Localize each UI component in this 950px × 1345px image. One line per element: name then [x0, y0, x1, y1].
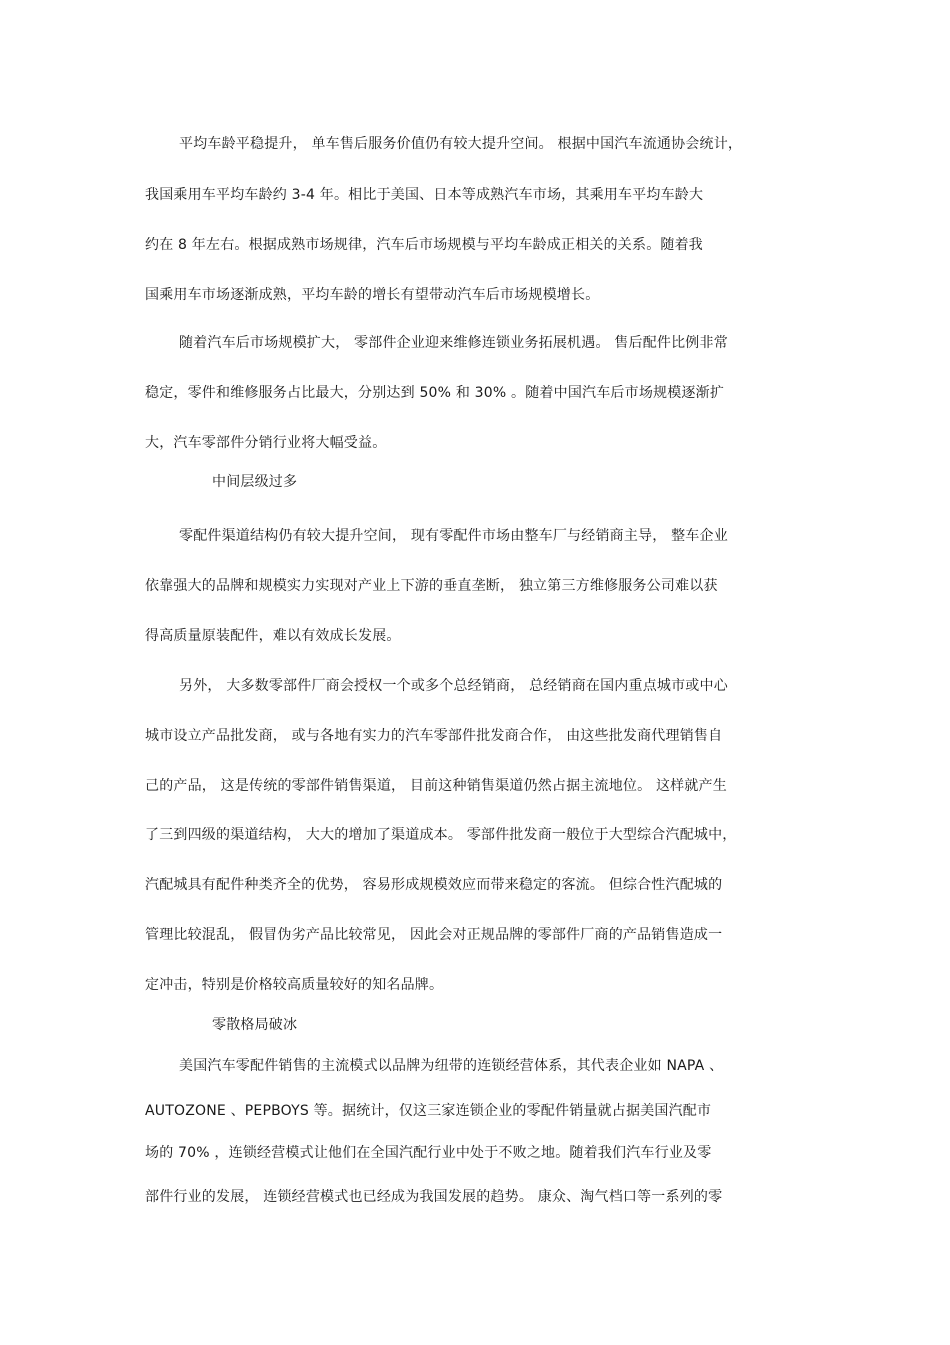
paragraph-2-line-3: 大，汽车零部件分销行业将大幅受益。 — [145, 435, 387, 451]
paragraph-2-line-2: 稳定，零件和维修服务占比最大，分别达到 50% 和 30% 。随着中国汽车后市场规模逐渐扩 — [145, 385, 725, 401]
paragraph-4-line-2: 城市设立产品批发商， 或与各地有实力的汽车零部件批发商合作， 由这些批发商代理销售自 — [145, 728, 723, 744]
section-heading-1: 中间层级过多 — [212, 474, 298, 490]
paragraph-5-line-2: AUTOZONE 、PEPBOYS 等。据统计，仅这三家连锁企业的零配件销量就占据美国汽配市 — [145, 1103, 712, 1119]
paragraph-2-line-1: 随着汽车后市场规模扩大， 零部件企业迎来维修连锁业务拓展机遇。 售后配件比例非常 — [179, 335, 728, 351]
paragraph-3-line-1: 零配件渠道结构仍有较大提升空间， 现有零配件市场由整车厂与经销商主导， 整车企业 — [179, 528, 728, 544]
paragraph-3-line-2: 依靠强大的品牌和规模实力实现对产业上下游的垂直垄断， 独立第三方维修服务公司难以获 — [145, 578, 718, 594]
paragraph-4-line-4: 了三到四级的渠道结构， 大大的增加了渠道成本。 零部件批发商一般位于大型综合汽配城中， — [145, 827, 737, 843]
paragraph-3-line-3: 得高质量原装配件，难以有效成长发展。 — [145, 628, 401, 644]
paragraph-1-line-2: 我国乘用车平均车龄约 3-4 年。相比于美国、日本等成熟汽车市场，其乘用车平均车龄大 — [145, 187, 704, 203]
paragraph-4-line-7: 定冲击，特别是价格较高质量较好的知名品牌。 — [145, 977, 444, 993]
paragraph-4-line-6: 管理比较混乱， 假冒伪劣产品比较常见， 因此会对正规品牌的零部件厂商的产品销售造成一 — [145, 927, 723, 943]
paragraph-5-line-4: 部件行业的发展， 连锁经营模式也已经成为我国发展的趋势。 康众、淘气档口等一系列的零 — [145, 1189, 723, 1205]
section-heading-2: 零散格局破冰 — [212, 1017, 298, 1033]
paragraph-1-line-1: 平均车龄平稳提升， 单车售后服务价值仍有较大提升空间。 根据中国汽车流通协会统计， — [179, 136, 743, 152]
paragraph-4-line-1: 另外， 大多数零部件厂商会授权一个或多个总经销商， 总经销商在国内重点城市或中心 — [179, 678, 728, 694]
paragraph-1-line-4: 国乘用车市场逐渐成熟，平均车龄的增长有望带动汽车后市场规模增长。 — [145, 287, 600, 303]
paragraph-4-line-5: 汽配城具有配件种类齐全的优势， 容易形成规模效应而带来稳定的客流。 但综合性汽配城的 — [145, 877, 723, 893]
paragraph-5-line-1: 美国汽车零配件销售的主流模式以品牌为纽带的连锁经营体系，其代表企业如 NAPA 、 — [179, 1058, 724, 1074]
paragraph-4-line-3: 己的产品， 这是传统的零部件销售渠道， 目前这种销售渠道仍然占据主流地位。 这样就产生 — [145, 778, 727, 794]
paragraph-1-line-3: 约在 8 年左右。根据成熟市场规律，汽车后市场规模与平均车龄成正相关的关系。随着我 — [145, 237, 704, 253]
paragraph-5-line-3: 场的 70% ，连锁经营模式让他们在全国汽配行业中处于不败之地。随着我们汽车行业及零 — [145, 1145, 712, 1161]
